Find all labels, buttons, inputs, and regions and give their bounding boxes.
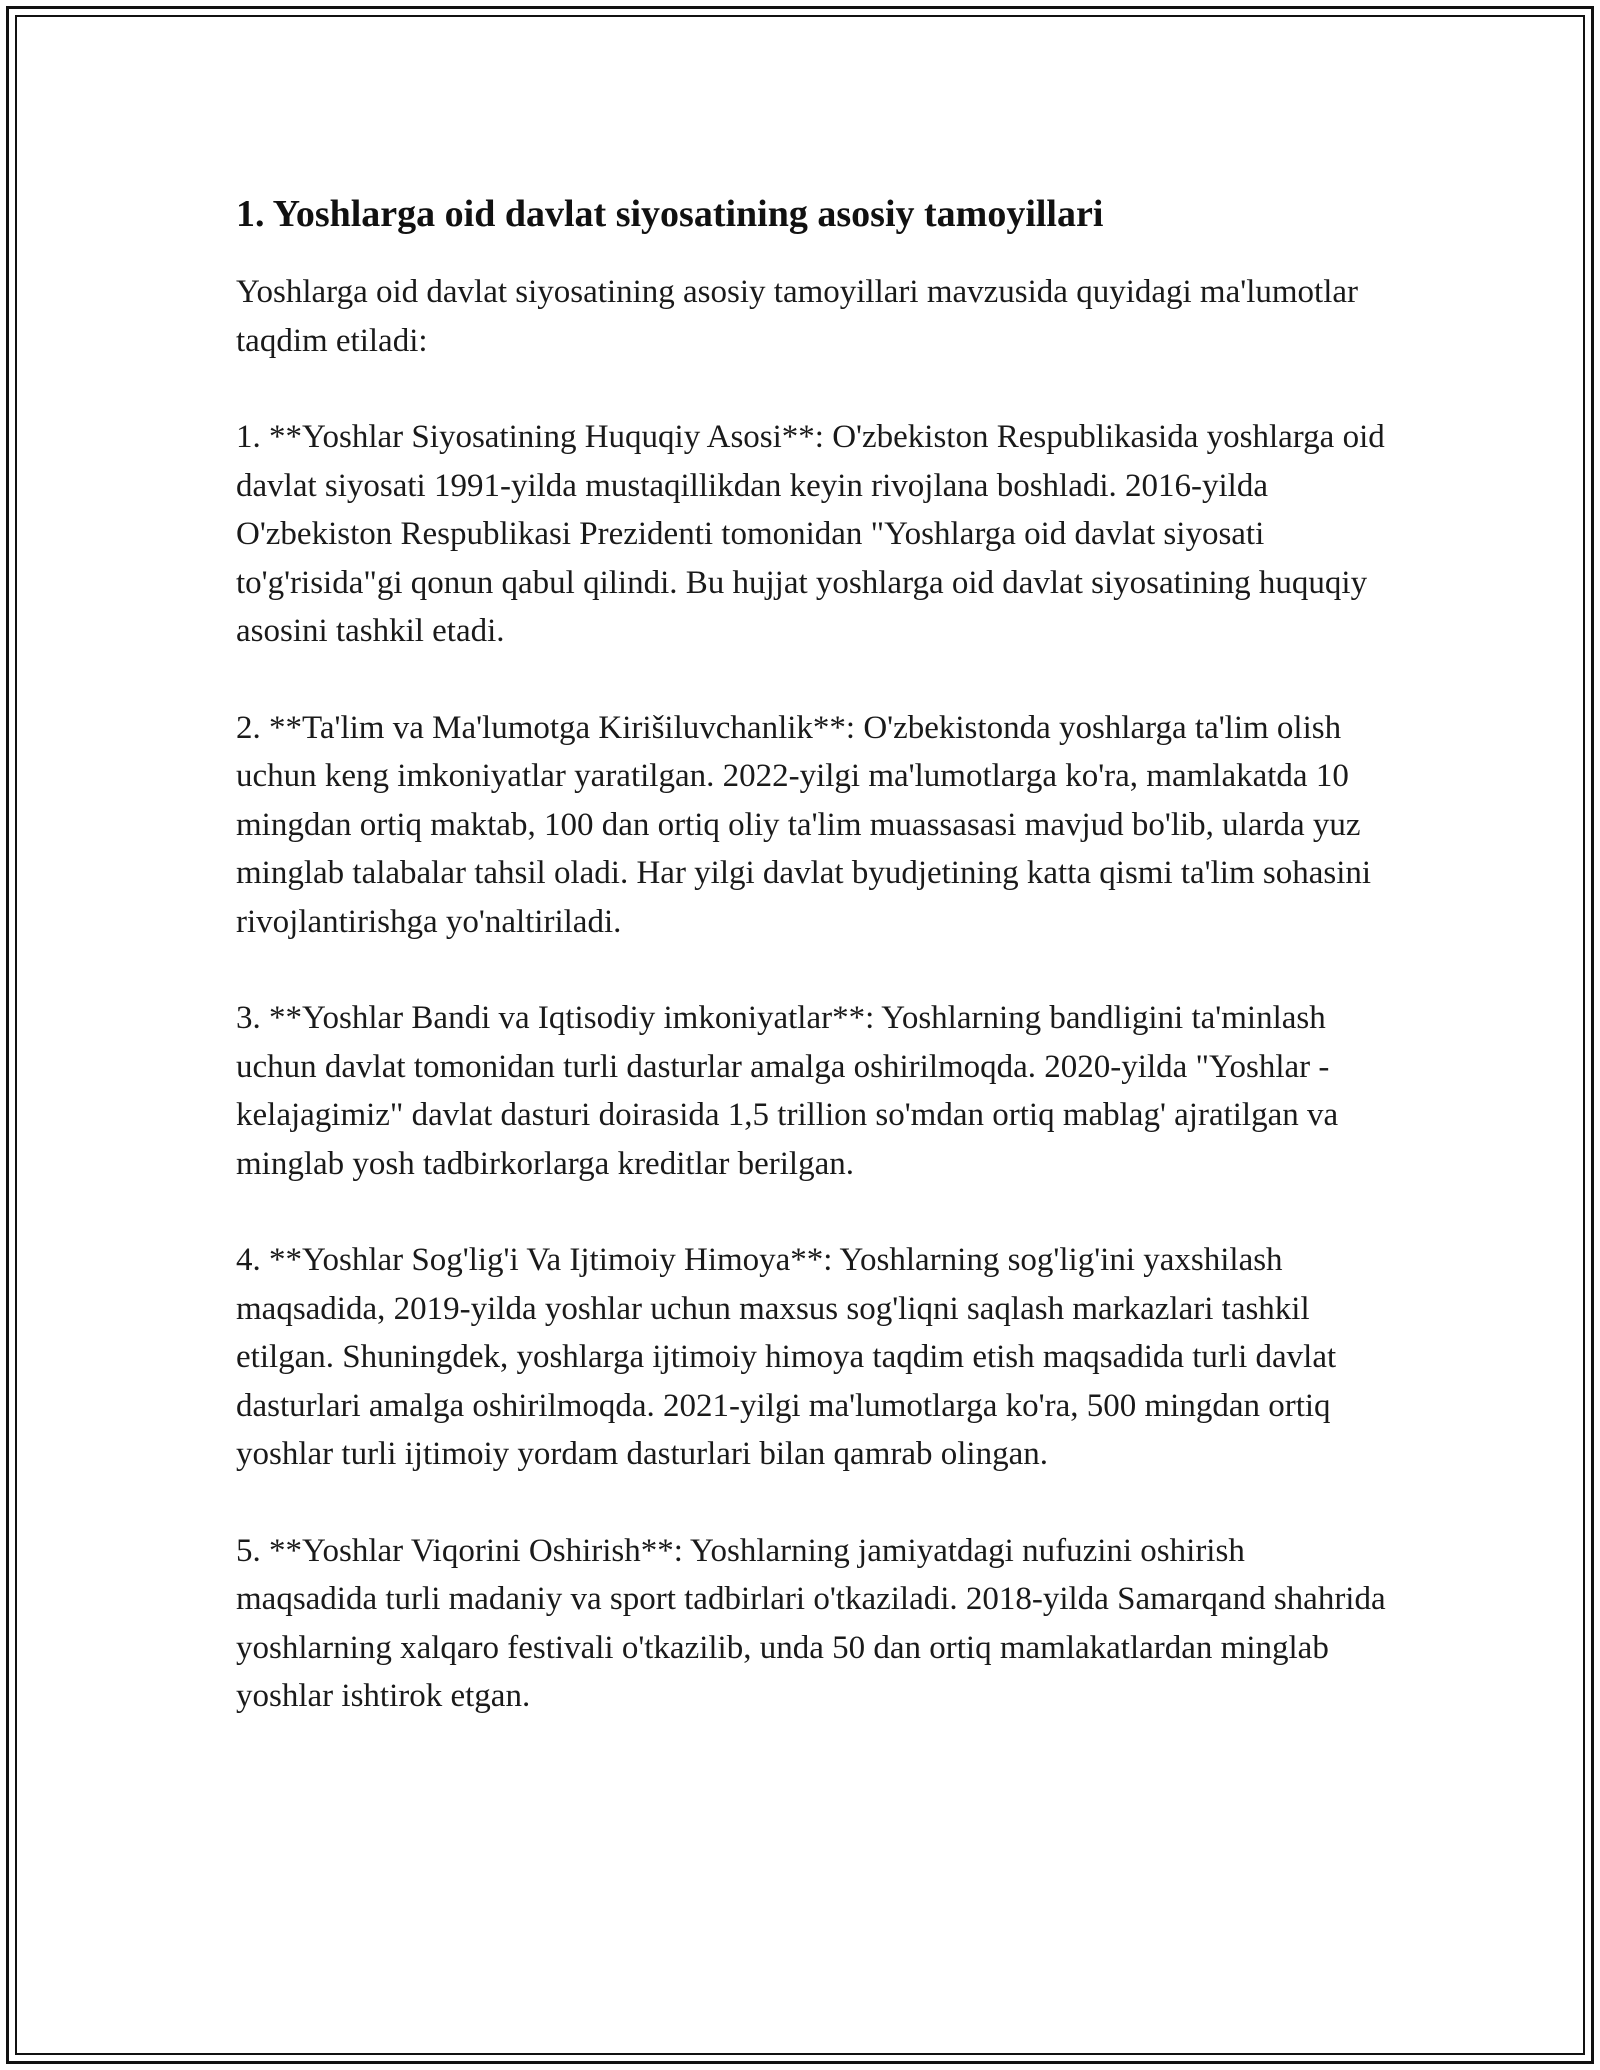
paragraph-prestige: 5. **Yoshlar Viqorini Oshirish**: Yoshlarning jamiyatdagi nufuzini oshirish maqsadida turli madaniy va sport tadbirlari o'tkaziladi. 2018-yilda Samarqand shahrida yoshlarning xalqaro festivali o'tkazilib, unda 50 dan ortiq mamlakatlardan minglab yoshlar ishtirok etgan. xyxy=(236,1532,1386,1714)
section-heading: 1. Yoshlarga oid davlat siyosatining asosiy tamoyillari xyxy=(236,193,1104,235)
paragraph-health: 4. **Yoshlar Sog'lig'i Va Ijtimoiy Himoya**: Yoshlarning sog'lig'ini yaxshilash maqsadida, 2019-yilda yoshlar uchun maxsus sog'liqni saqlash markazlari tashkil etilgan. Shuningdek, yoshlarga ijtimoiy himoya taqdim etish maqsadida turli davlat dasturlari amalga oshirilmoqda. 2021-yilgi ma'lumotlarga ko'ra, 500 mingdan ortiq yoshlar turli ijtimoiy yordam dasturlari bilan qamrab olingan. xyxy=(236,1242,1337,1472)
paragraph-employment: 3. **Yoshlar Bandi va Iqtisodiy imkoniyatlar**: Yoshlarning bandligini ta'minlash uchun davlat tomonidan turli dasturlar amalga oshirilmoqda. 2020-yilda "Yoshlar - kelajagimiz" davlat dasturi doirasida 1,5 trillion so'mdan ortiq mablag' ajratilgan va minglab yosh tadbirkorlarga kreditlar berilgan. xyxy=(236,1000,1339,1182)
intro-paragraph: Yoshlarga oid davlat siyosatining asosiy tamoyillari mavzusida quyidagi ma'lumotlar taqdim etiladi: xyxy=(236,274,1358,359)
document-body xyxy=(236,188,1386,1769)
paragraph-education: 2. **Ta'lim va Ma'lumotga Kirišiluvchanlik**: O'zbekistonda yoshlarga ta'lim olish uchun keng imkoniyatlar yaratilgan. 2022-yilgi ma'lumotlarga ko'ra, mamlakatda 10 mingdan ortiq maktab, 100 dan ortiq oliy ta'lim muassasasi mavjud bo'lib, ularda yuz minglab talabalar tahsil oladi. Har yilgi davlat byudjetining katta qismi ta'lim sohasini rivojlantirishga yo'naltiriladi. xyxy=(236,709,1372,940)
paragraph-legal-basis: 1. **Yoshlar Siyosatining Huquqiy Asosi**: O'zbekiston Respublikasida yoshlarga oid davlat siyosati 1991-yilda mustaqillikdan keyin rivojlana boshladi. 2016-yilda O'zbekiston Respublikasi Prezidenti tomonidan "Yoshlarga oid davlat siyosati to'g'risida"gi qonun qabul qilindi. Bu hujjat yoshlarga oid davlat siyosatining huquqiy asosini tashkil etadi. xyxy=(236,419,1385,649)
